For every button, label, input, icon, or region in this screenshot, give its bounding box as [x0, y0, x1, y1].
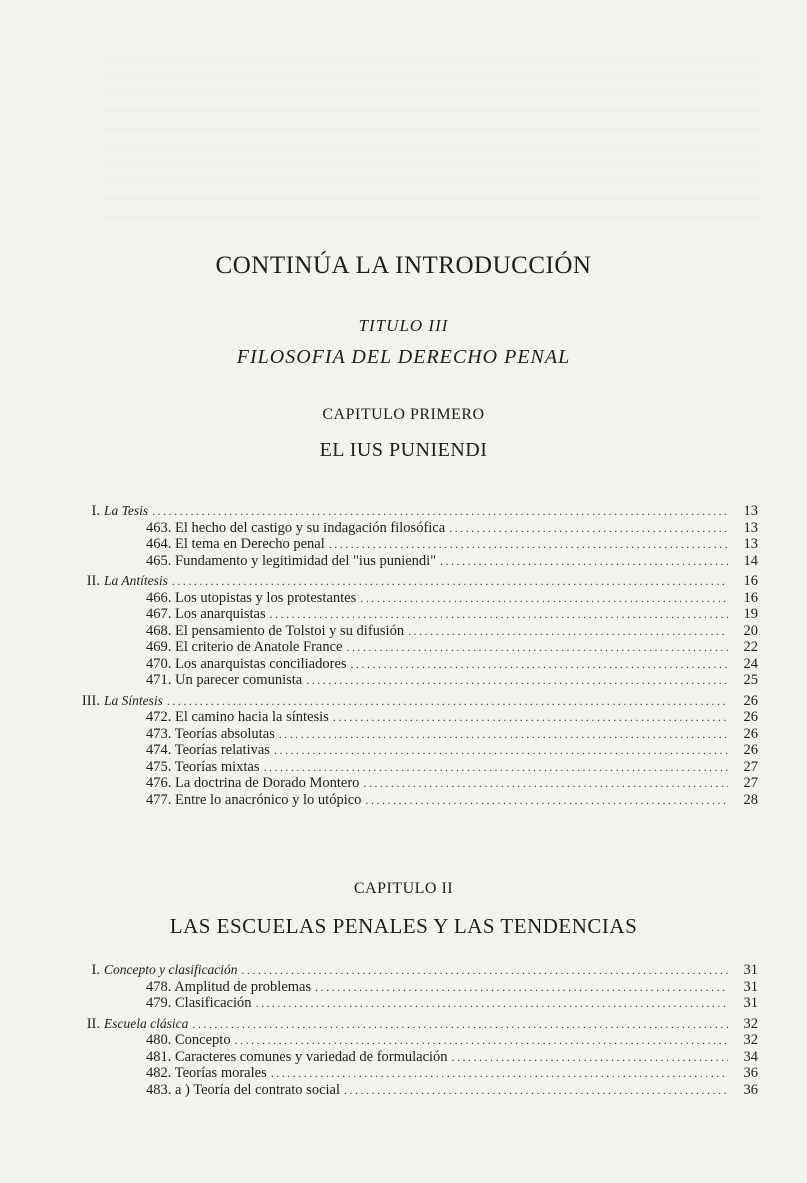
dot-leader	[351, 656, 728, 673]
toc-section-number: II.	[86, 573, 100, 589]
toc-entry-row	[60, 623, 758, 640]
toc-page-number: 31	[743, 995, 758, 1011]
toc-entry-row	[60, 726, 758, 743]
toc-entry-text: 465. Fundamento y legitimidad del "ius puniendi"	[146, 552, 437, 569]
toc-entry-row	[60, 775, 758, 792]
toc-entry-text: 482. Teorías morales	[146, 1065, 267, 1081]
toc-page-number: 13	[743, 519, 758, 536]
toc-entry-row	[60, 792, 758, 809]
toc-page-number: 36	[743, 1081, 758, 1098]
chapter1-label: CAPITULO PRIMERO	[322, 406, 485, 423]
dot-leader	[329, 536, 728, 553]
toc-page-number: 27	[743, 758, 758, 775]
toc-entry-row	[60, 709, 758, 726]
toc-entry-row	[60, 1065, 758, 1082]
toc-page-number: 16	[743, 589, 758, 606]
toc-entry-text: Escuela clásica	[104, 1015, 189, 1031]
dot-leader	[440, 553, 728, 570]
toc-entry-row	[60, 639, 758, 656]
dot-leader	[365, 792, 728, 809]
toc-page-number: 25	[743, 672, 758, 688]
toc-entry-text: 476. La doctrina de Dorado Montero	[146, 775, 360, 791]
toc-entry-text: 466. Los utopistas y los protestantes	[146, 589, 357, 606]
toc-entry-text: 470. Los anarquistas conciliadores	[146, 655, 347, 672]
toc-entry-text: 467. Los anarquistas	[146, 606, 266, 622]
toc-section-number: I.	[91, 503, 100, 519]
toc-page-number: 24	[743, 655, 758, 672]
dot-leader	[256, 995, 728, 1012]
toc-page-number: 26	[743, 709, 758, 725]
toc-entry-text: 481. Caracteres comunes y variedad de formulación	[146, 1048, 448, 1065]
toc-entry-text: La Tesis	[104, 503, 149, 518]
chapter2-title: LAS ESCUELAS PENALES Y LAS TENDENCIAS	[169, 914, 638, 938]
chapter1-contents	[60, 503, 758, 808]
toc-entry-text: 463. El hecho del castigo y su indagación filosófica	[146, 519, 446, 536]
toc-entry-row	[60, 590, 758, 607]
toc-section-number: III.	[81, 692, 100, 709]
toc-entry-row	[60, 1082, 758, 1099]
toc-entry-row	[60, 1032, 758, 1049]
toc-entry-row	[60, 759, 758, 776]
toc-page-number: 26	[743, 692, 758, 709]
toc-entry-text: Concepto y clasificación	[104, 962, 238, 977]
dot-leader	[333, 709, 728, 726]
toc-entry-row	[60, 656, 758, 673]
main-title: CONTINÚA LA INTRODUCCIÓN	[215, 252, 592, 279]
toc-page-number: 31	[743, 978, 758, 995]
toc-page-number: 13	[743, 536, 758, 552]
dot-leader	[274, 742, 728, 759]
toc-entry-row	[60, 553, 758, 570]
dot-leader	[279, 726, 728, 743]
dot-leader	[264, 759, 729, 776]
toc-page-number: 31	[743, 962, 758, 978]
toc-section-row	[60, 573, 758, 590]
toc-page-number: 32	[743, 1015, 758, 1032]
toc-entry-text: 464. El tema en Derecho penal	[146, 536, 325, 552]
title-name: FILOSOFIA DEL DERECHO PENAL	[236, 346, 571, 368]
toc-page-number: 22	[743, 639, 758, 655]
toc-section-row	[60, 693, 758, 710]
toc-section-row	[60, 962, 758, 979]
dot-leader	[271, 1065, 728, 1082]
toc-entry-text: 472. El camino hacia la síntesis	[146, 709, 329, 725]
toc-page-number: 20	[743, 622, 758, 639]
toc-entry-row	[60, 520, 758, 537]
toc-entry-row	[60, 995, 758, 1012]
toc-entry-text: 478. Amplitud de problemas	[146, 978, 312, 995]
toc-page-number: 27	[743, 775, 758, 791]
toc-page-number: 16	[743, 573, 758, 589]
toc-entry-text: 480. Concepto	[146, 1032, 231, 1048]
bleed-through-lines	[100, 42, 760, 217]
toc-entry-row	[60, 536, 758, 553]
toc-section-row	[60, 503, 758, 520]
toc-page-number: 34	[743, 1048, 758, 1065]
dot-leader	[192, 1016, 728, 1033]
dot-leader	[241, 962, 728, 979]
dot-leader	[363, 775, 728, 792]
dot-leader	[152, 503, 728, 520]
dot-leader	[315, 979, 728, 996]
toc-page-number: 36	[743, 1065, 758, 1081]
chapter2-contents	[60, 962, 758, 1098]
dot-leader	[172, 573, 728, 590]
toc-entry-text: 475. Teorías mixtas	[146, 758, 260, 775]
chapter1-title: EL IUS PUNIENDI	[319, 439, 488, 461]
toc-section-number: II.	[86, 1015, 100, 1032]
dot-leader	[167, 693, 728, 710]
dot-leader	[306, 672, 728, 689]
dot-leader	[270, 606, 728, 623]
toc-entry-text: 479. Clasificación	[146, 995, 252, 1011]
toc-page-number: 14	[743, 552, 758, 569]
dot-leader	[347, 639, 729, 656]
dot-leader	[408, 623, 728, 640]
toc-page-number: 32	[743, 1032, 758, 1048]
toc-page-number: 28	[743, 791, 758, 808]
dot-leader	[449, 520, 728, 537]
toc-entry-row	[60, 979, 758, 996]
toc-entry-row	[60, 1049, 758, 1066]
dot-leader	[360, 590, 728, 607]
toc-entry-text: 469. El criterio de Anatole France	[146, 639, 343, 655]
dot-leader	[235, 1032, 728, 1049]
dot-leader	[344, 1082, 728, 1099]
toc-entry-text: 474. Teorías relativas	[146, 742, 270, 758]
toc-entry-text: 473. Teorías absolutas	[146, 725, 275, 742]
toc-entry-row	[60, 606, 758, 623]
toc-entry-row	[60, 742, 758, 759]
toc-entry-text: 477. Entre lo anacrónico y lo utópico	[146, 791, 362, 808]
toc-entry-text: La Síntesis	[104, 692, 163, 708]
toc-entry-text: 471. Un parecer comunista	[146, 672, 303, 688]
toc-page-number: 19	[743, 606, 758, 622]
toc-entry-text: La Antítesis	[104, 573, 168, 588]
toc-page-number: 13	[743, 503, 758, 519]
toc-entry-text: 468. El pensamiento de Tolstoi y su difusión	[146, 622, 405, 639]
chapter2-label: CAPITULO II	[353, 880, 454, 897]
dot-leader	[452, 1049, 728, 1066]
toc-page-number: 26	[743, 725, 758, 742]
title-number: TITULO III	[358, 316, 449, 335]
toc-section-number: I.	[91, 962, 100, 978]
toc-entry-row	[60, 672, 758, 689]
toc-entry-text: 483. a ) Teoría del contrato social	[146, 1081, 340, 1098]
toc-section-row	[60, 1016, 758, 1033]
toc-page-number: 26	[743, 742, 758, 758]
